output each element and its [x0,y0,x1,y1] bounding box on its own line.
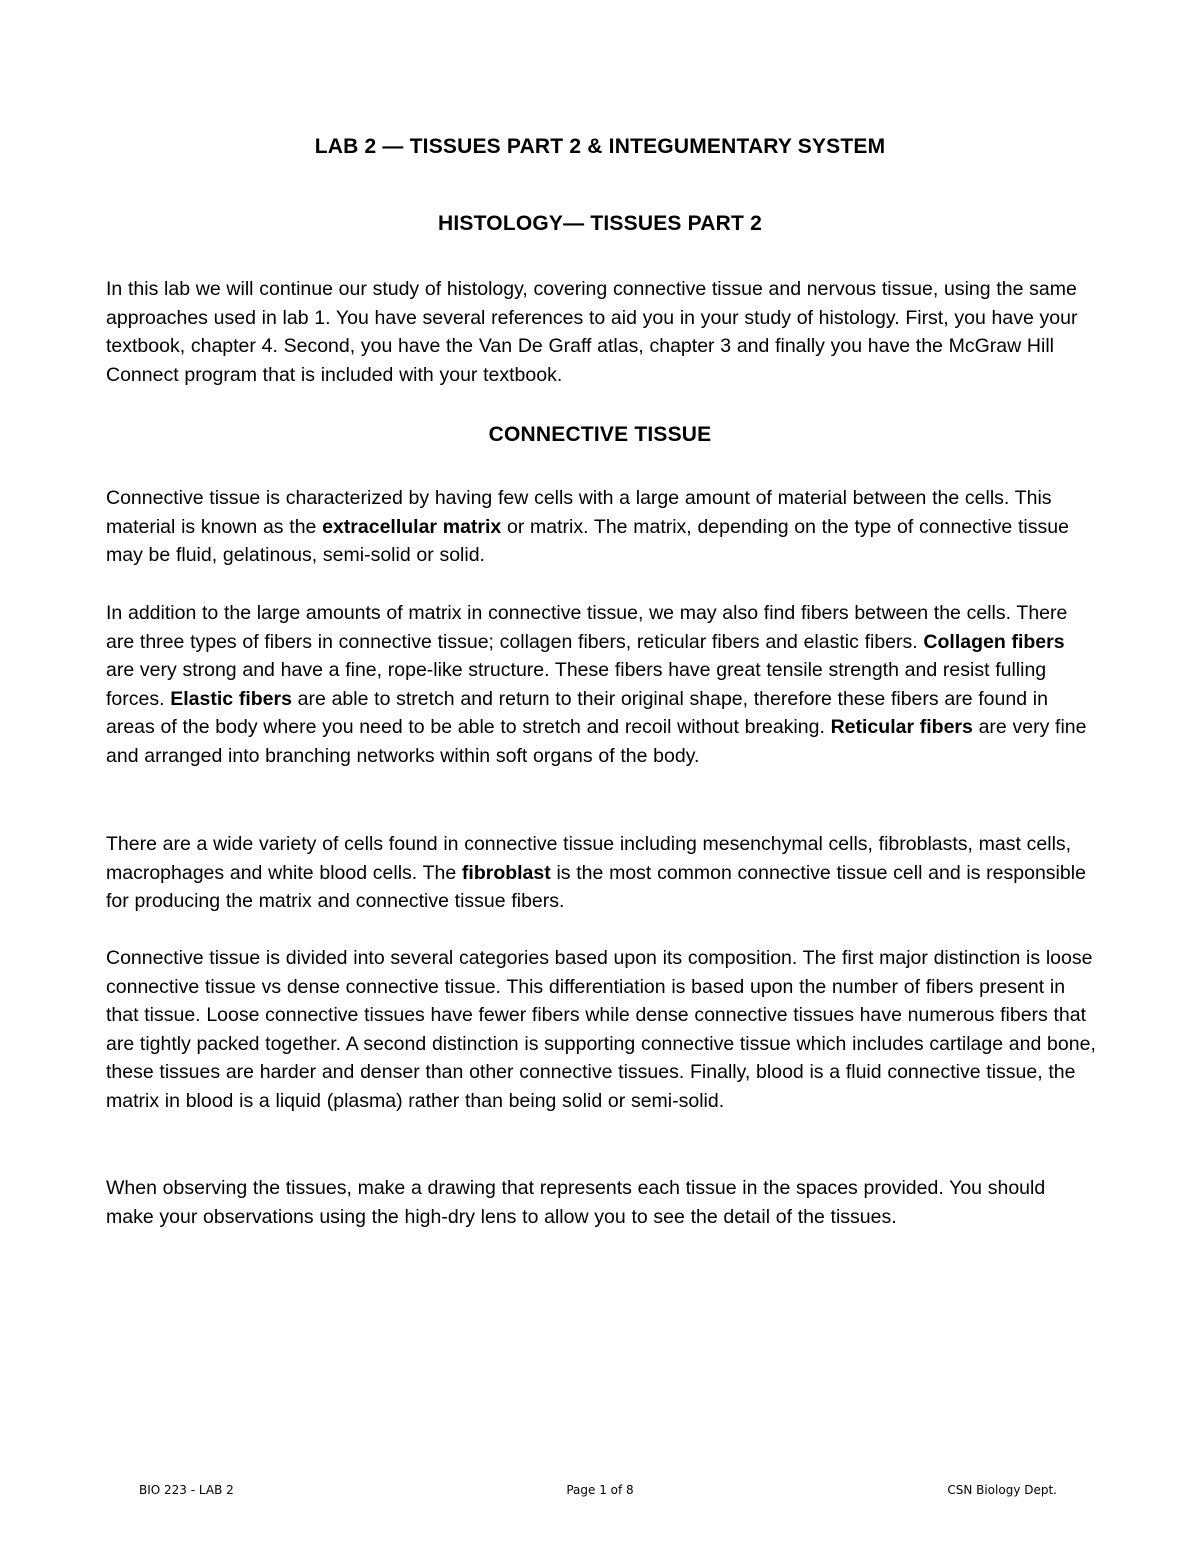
bold-term-extracellular-matrix: extracellular matrix [322,515,502,538]
paragraph-text: are very strong and have a fine, rope-like structure. These fibers have great tensile strength and resist fulling forces. [106,659,1047,710]
footer-page-number: Page 1 of 8 [566,1483,634,1497]
footer-course: BIO 223 - LAB 2 [139,1483,234,1497]
paragraph-matrix [106,484,1096,570]
bold-term-elastic-fibers: Elastic fibers [170,687,292,710]
paragraph-text: In addition to the large amounts of matrix in connective tissue, we may also find fibers between the cells. There are three types of fibers in connective tissue; collagen fibers, reticular fibers and elastic fibers. [106,602,1068,653]
paragraph-fibers [106,599,1096,771]
section-title: CONNECTIVE TISSUE [488,423,712,446]
document-subtitle: HISTOLOGY— TISSUES PART 2 [438,212,762,235]
paragraph-cells [106,830,1096,916]
paragraph-observations: When observing the tissues, make a drawing that represents each tissue in the spaces provided. You should make your observations using the high-dry lens to allow you to see the detail of the tissues. [106,1177,1046,1228]
paragraph-text: or matrix. The matrix, depending on the type of connective tissue may be fluid, gelatinous, semi-solid or solid. [106,515,1069,567]
intro-paragraph: In this lab we will continue our study of histology, covering connective tissue and nervous tissue, using the same approaches used in lab 1. You have several references to aid you in your study of histology. First, you have your textbook, chapter 4. Second, you have the Van De Graff atlas, chapter 3 and finally you have the McGraw Hill Connect program that is included with your textbook. [106,278,1078,386]
footer-department: CSN Biology Dept. [947,1483,1057,1497]
paragraph-text: are very fine and arranged into branching networks within soft organs of the body. [106,716,1087,767]
bold-term-collagen-fibers: Collagen fibers [923,630,1065,653]
bold-term-reticular-fibers: Reticular fibers [830,716,973,739]
bold-term-fibroblast: fibroblast [461,861,551,884]
paragraph-text: There are a wide variety of cells found in connective tissue including mesenchymal cells, fibroblasts, mast cells, macrophages and white blood cells. The [106,833,1072,884]
paragraph-categories: Connective tissue is divided into several categories based upon its composition. The first major distinction is loose connective tissue vs dense connective tissue. This differentiation is based upon the number of fibers present in that tissue. Loose connective tissues have fewer fibers while dense connective tissues have numerous fibers that are tightly packed together. A second distinction is supporting connective tissue which includes cartilage and bone, these tissues are harder and denser than other connective tissues. Finally, blood is a fluid connective tissue, the matrix in blood is a liquid (plasma) rather than being solid or semi-solid. [106,947,1096,1112]
document-title: LAB 2 — TISSUES PART 2 & INTEGUMENTARY SYSTEM [314,135,886,158]
paragraph-text: Connective tissue is characterized by having few cells with a large amount of material between the cells. This material is known as the [106,487,1052,538]
paragraph-text: are able to stretch and return to their original shape, therefore these fibers are found in areas of the body where you need to be able to stretch and recoil without breaking. [106,687,1048,739]
paragraph-text: is the most common connective tissue cell and is responsible for producing the matrix and connective tissue fibers. [106,861,1086,913]
